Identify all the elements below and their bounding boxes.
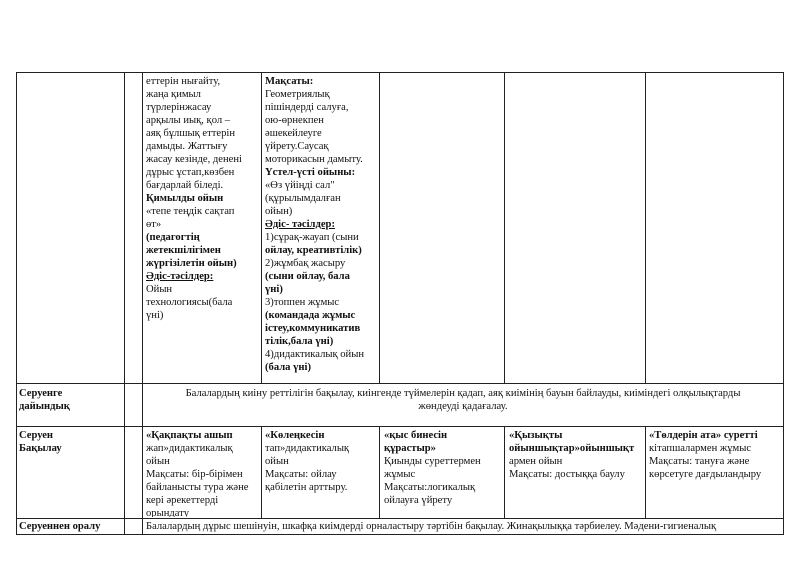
- row3-col5-cell: [509, 429, 644, 517]
- text-line: «Қақпақты ашып: [146, 430, 233, 441]
- text-line: ойыншықтар»ойыншықт: [509, 443, 635, 454]
- row-label-line: Серуен: [19, 430, 54, 441]
- row2-text-cell: [145, 387, 781, 423]
- text-line: Әдіс-тәсілдер:: [146, 271, 214, 282]
- row-label-line: дайындық: [19, 401, 70, 412]
- row4-text-cell: [146, 520, 782, 534]
- text-line: 1)сұрақ-жауап (сыни: [265, 232, 359, 243]
- text-line: дұрыс ұстап,көзбен: [146, 167, 235, 178]
- text-line: түрлерінжасау: [146, 102, 212, 113]
- text-line: 3)топпен жұмыс: [265, 297, 340, 308]
- text-line: қабілетін арттыру.: [265, 482, 348, 493]
- table-left-border: [16, 72, 17, 534]
- text-line: жүргізілетін ойын): [146, 258, 237, 269]
- column-divider-2: [142, 72, 143, 534]
- text-line: «Қызықты: [509, 430, 563, 441]
- text-line: Мақсаты: ойлау: [265, 469, 337, 480]
- column-divider-4b: [379, 426, 380, 518]
- text-line: тап»дидактикалық: [265, 443, 350, 454]
- text-line: Қимылды ойын: [146, 193, 224, 204]
- text-line: Қиынды суреттермен: [384, 456, 481, 467]
- text-line: Геометриялық: [265, 89, 330, 100]
- text-line: байланысты тура және: [146, 482, 249, 493]
- text-line: арқылы иық, қол –: [146, 115, 231, 126]
- column-divider-1: [124, 72, 125, 534]
- row1-col2-cell: [146, 75, 260, 381]
- row3-label-cell: [19, 429, 123, 517]
- text-line: жетекшілігімен: [146, 245, 221, 256]
- text-line: моторикасын дамыту.: [265, 154, 363, 165]
- text-line: орындату: [146, 508, 189, 517]
- column-divider-3: [261, 72, 262, 383]
- text-line: технологиясы(бала: [146, 297, 233, 308]
- column-divider-6b: [645, 426, 646, 518]
- text-line: (бала үні): [265, 362, 311, 373]
- row-divider-2: [16, 426, 784, 427]
- row-divider-1: [16, 383, 784, 384]
- text-line: көрсетуге дағдыландыру: [649, 469, 762, 480]
- row-label-line: Серуенге: [19, 388, 63, 399]
- text-line: Мақсаты: бір-бірімен: [146, 469, 243, 480]
- text-line: «Өз үйіңді сал": [265, 180, 335, 191]
- text-line: ойын): [265, 206, 293, 217]
- text-line: (құрылымдалған: [265, 193, 341, 204]
- row3-col2-cell: [146, 429, 260, 517]
- text-line: 2)жұмбақ жасыру: [265, 258, 346, 269]
- text-line: істеу,коммуникатив: [265, 323, 361, 334]
- text-line: Мақсаты: тануға және: [649, 456, 750, 467]
- text-line: (сыни ойлау, бала: [265, 271, 350, 282]
- text-line: (командада жұмыс: [265, 310, 356, 321]
- text-line: ойын: [146, 456, 170, 467]
- row-divider-3: [16, 518, 784, 519]
- row-divider-4: [16, 534, 784, 535]
- text-line: «қыс бинесін: [384, 430, 448, 441]
- text-line: бағдарлай біледі.: [146, 180, 224, 191]
- text-line: ойын: [265, 456, 289, 467]
- text-line: ою-өрнекпен: [265, 115, 324, 126]
- text-line: «Көлеңкесін: [265, 430, 325, 441]
- text-line: үні): [146, 310, 164, 321]
- text-line: үйрету.Саусақ: [265, 141, 329, 152]
- text-line: Мақсаты:: [265, 76, 314, 87]
- column-divider-4: [379, 72, 380, 383]
- text-line: құрастыр»: [384, 443, 436, 454]
- text-line: үні): [265, 284, 283, 295]
- text-line: «Төлдерін ата» суретті: [649, 430, 758, 441]
- row-label-line: Бақылау: [19, 443, 62, 454]
- text-line: әшекейлеуге: [265, 128, 322, 139]
- text-line: дамыды. Жаттығу: [146, 141, 228, 152]
- text-line: Ойын: [146, 284, 173, 295]
- text-line: жөндеуді қадағалау.: [418, 401, 508, 412]
- text-line: ойлау, креативтілік): [265, 245, 362, 256]
- text-line: жұмыс: [384, 469, 416, 480]
- text-line: ойлауға үйрету: [384, 495, 453, 506]
- text-line: аяқ бұлшық еттерін: [146, 128, 235, 139]
- text-line: Мақсаты: достыққа баулу: [509, 469, 625, 480]
- text-line: жаңа қимыл: [146, 89, 201, 100]
- table-top-border: [16, 72, 784, 73]
- text-line: жасау кезінде, денені: [146, 154, 242, 165]
- text-line: еттерін нығайту,: [146, 76, 221, 87]
- text-line: Үстел-үсті ойыны:: [265, 167, 356, 178]
- text-line: армен ойын: [509, 456, 563, 467]
- text-line: пішіндерді салуға,: [265, 102, 349, 113]
- row3-col4-cell: [384, 429, 503, 517]
- text-line: Балалардың дұрыс шешінуін, шкафқа киімдерді орналастыру тәртібін бақылау. Жинақылыққа тәрбиелеу. Мәдени-гигиеналық: [146, 521, 717, 532]
- row4-label-cell: [19, 520, 123, 534]
- row-label-line: Серуеннен оралу: [19, 521, 101, 532]
- text-line: «тепе теңдік сақтап: [146, 206, 235, 217]
- text-line: өт»: [146, 219, 162, 230]
- text-line: (педагогтің: [146, 232, 200, 243]
- text-line: жап»дидактикалық: [146, 443, 233, 454]
- row1-col3-cell: [265, 75, 378, 381]
- table-right-border: [783, 72, 784, 534]
- row3-col6-cell: [649, 429, 782, 517]
- column-divider-5b: [504, 426, 505, 518]
- text-line: кері әрекеттерді: [146, 495, 219, 506]
- text-line: кітапшалармен жұмыс: [649, 443, 752, 454]
- text-line: Балалардың киіну реттілігін бақылау, киінгенде түймелерін қадап, аяқ киімінің бауын байлауды, киіміндегі олқылықтарды: [185, 388, 741, 399]
- text-line: тілік,бала үні): [265, 336, 334, 347]
- text-line: Мақсаты:логикалық: [384, 482, 476, 493]
- row3-col3-cell: [265, 429, 378, 517]
- row2-label-cell: [19, 387, 123, 423]
- text-line: Әдіс- тәсілдер:: [265, 219, 335, 230]
- column-divider-5: [504, 72, 505, 383]
- text-line: 4)дидактикалық ойын: [265, 349, 365, 360]
- column-divider-3b: [261, 426, 262, 518]
- column-divider-6: [645, 72, 646, 383]
